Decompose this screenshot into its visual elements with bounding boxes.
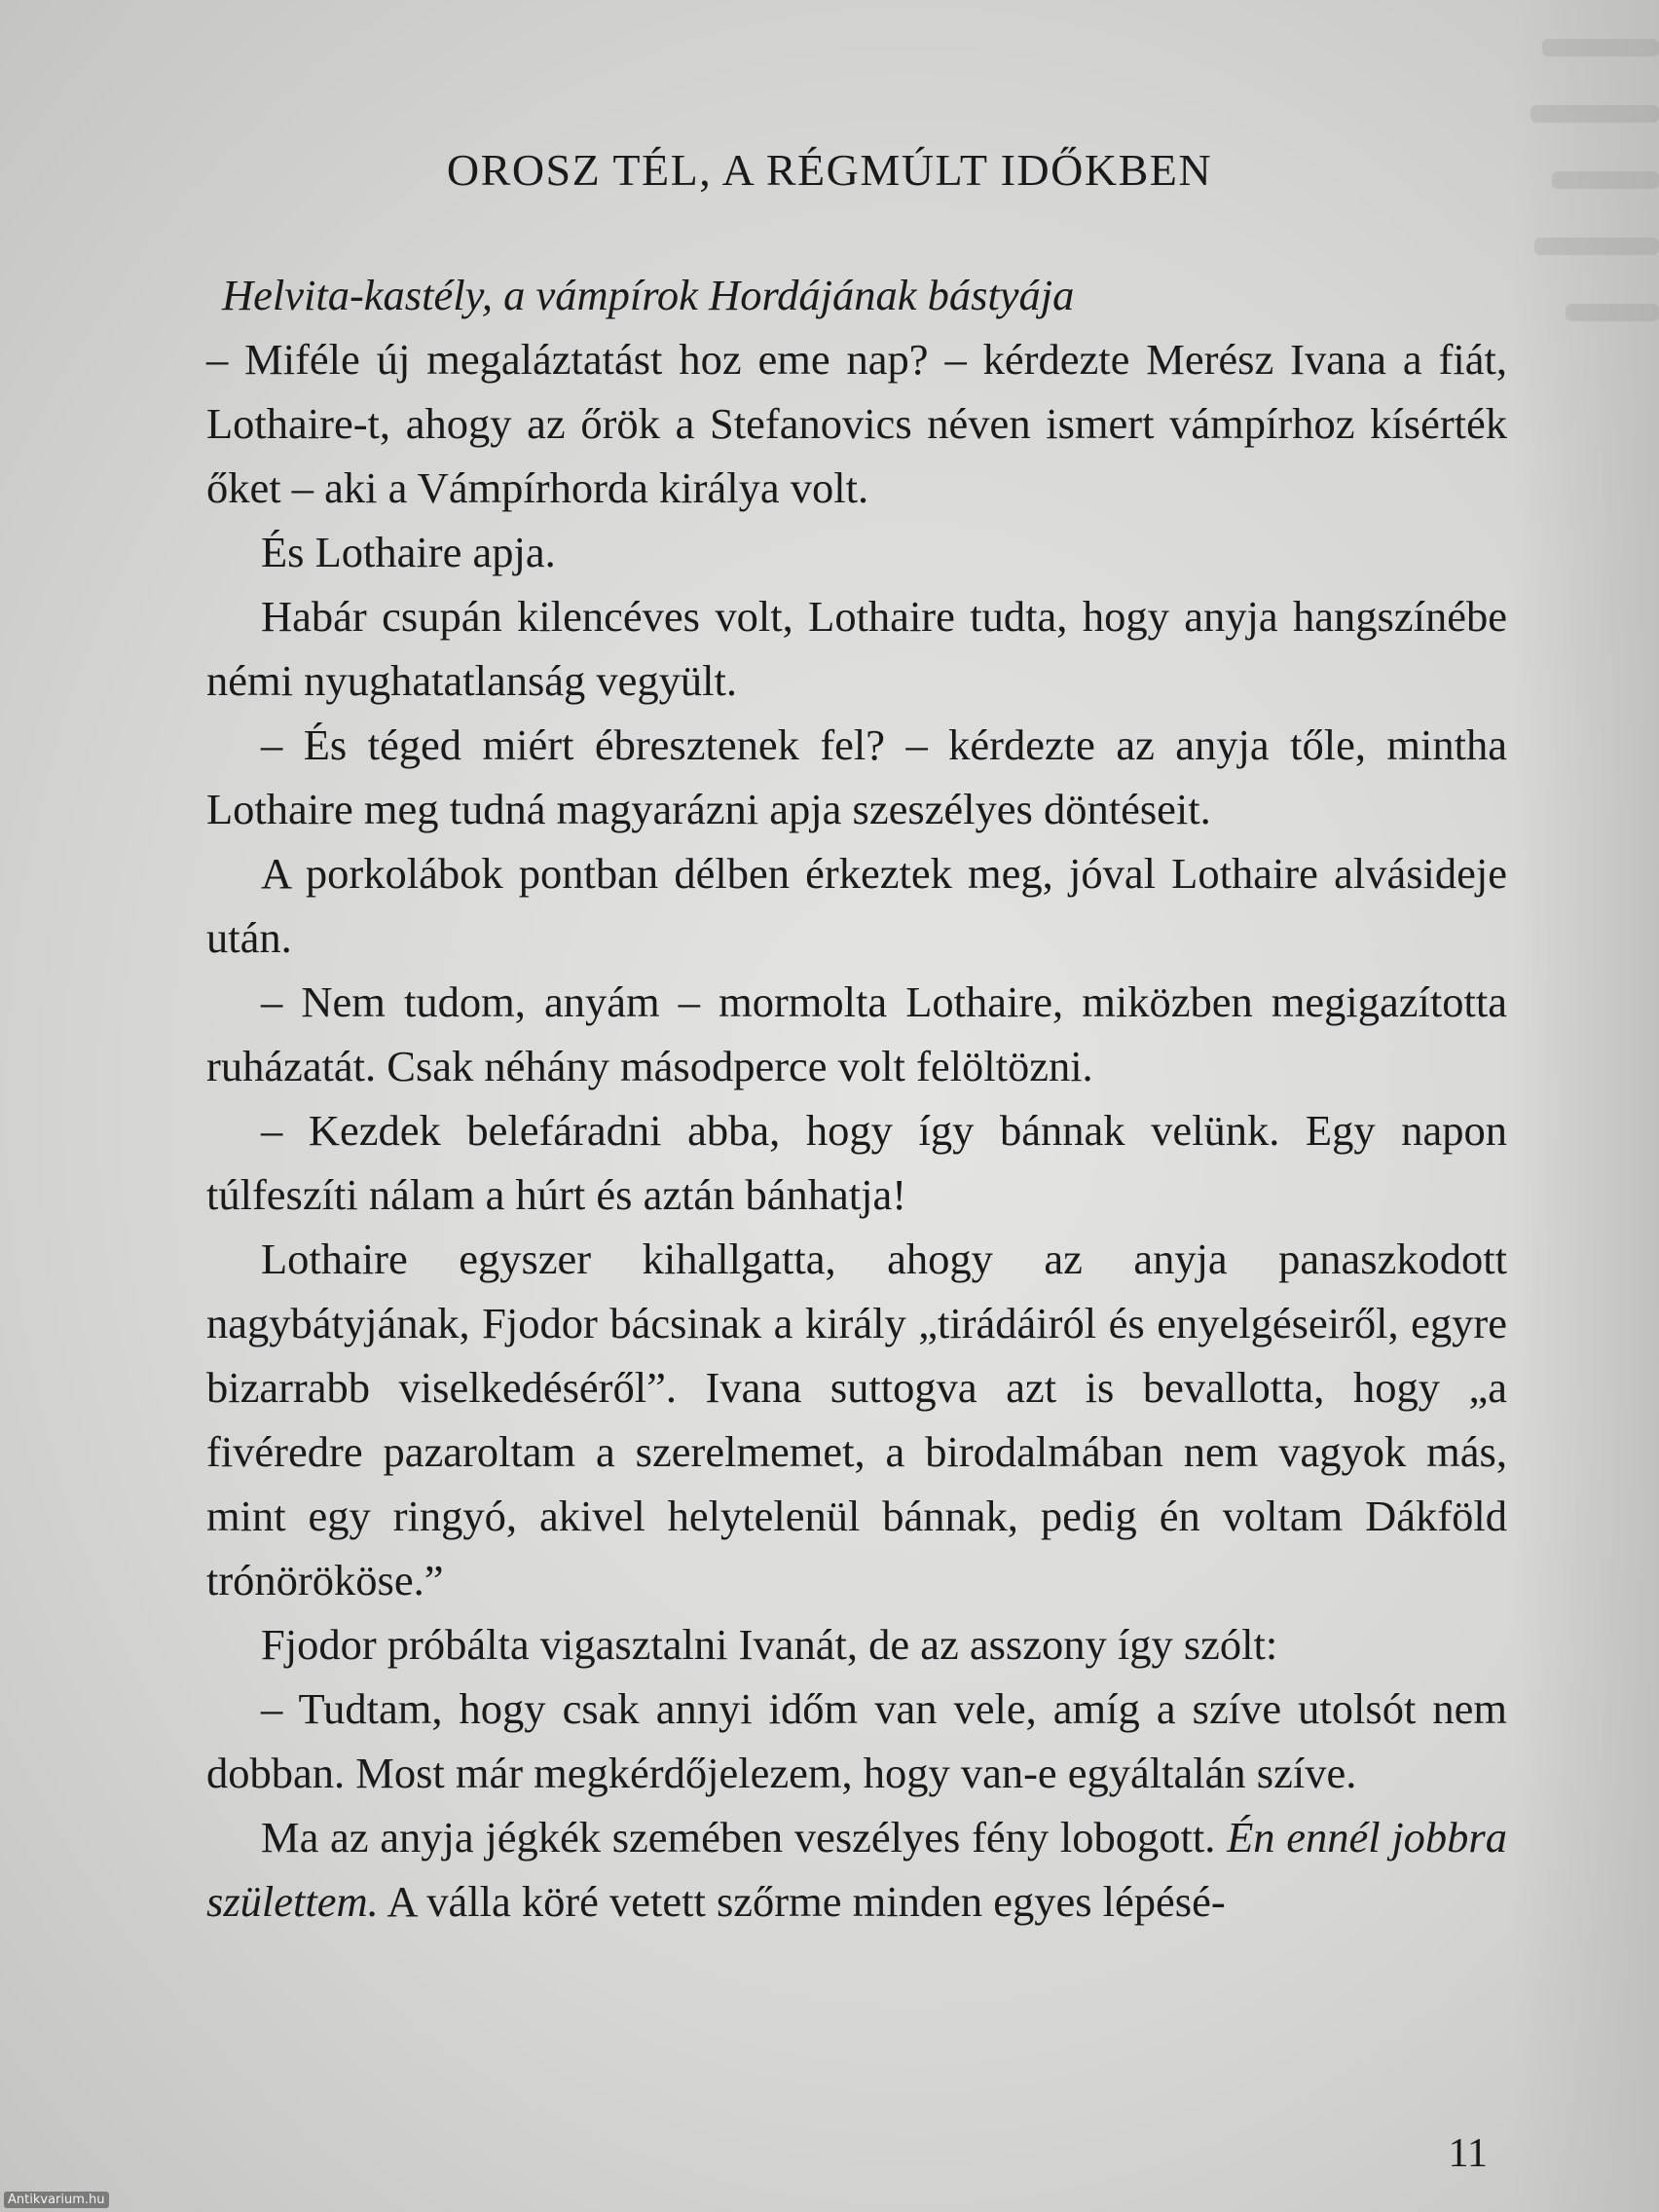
location-heading: Helvita-kastély, a vámpírok Hordájának bástyája <box>222 271 1075 319</box>
paragraph: Fjodor próbálta vigasztalni Ivanát, de az asszony így szólt: <box>261 1620 1278 1669</box>
paragraph: – És téged miért ébresztenek fel? – kérdezte az anyja tőle, mintha Lothaire meg tudná magyarázni apja szeszélyes döntéseit. <box>206 720 1507 833</box>
paragraph: Habár csupán kilencéves volt, Lothaire tudta, hogy anyja hangszínébe némi nyughatatlanság vegyült. <box>206 592 1507 705</box>
page-body <box>206 263 1507 1934</box>
paragraph: – Nem tudom, anyám – mormolta Lothaire, miközben megigazította ruházatát. Csak néhány másodperce volt felöltözni. <box>206 977 1507 1090</box>
paragraph-last <box>206 1805 1507 1934</box>
facing-page-bleed <box>1513 0 1659 2212</box>
italic-thought: Én ennél jobbra születtem. <box>206 1813 1508 1926</box>
bleed-line <box>1566 304 1659 321</box>
paragraph: A porkolábok pontban délben érkeztek meg, jóval Lothaire alvásideje után. <box>206 849 1507 962</box>
bleed-line <box>1534 238 1659 255</box>
bleed-line <box>1530 105 1659 123</box>
text-run: Ma az anyja jégkék szemében veszélyes fény lobogott. <box>261 1813 1228 1862</box>
paragraph: – Tudtam, hogy csak annyi időm van vele, amíg a szíve utolsót nem dobban. Most már megkérdőjelezem, hogy van-e egyáltalán szíve. <box>206 1684 1507 1797</box>
watermark: Antikvarium.hu <box>4 2192 109 2208</box>
paragraph: Lothaire egyszer kihallgatta, ahogy az anyja panaszkodott nagybátyjának, Fjodor bácsinak a király „tirádáiról és enyelgéseiről, egyre bizarrabb viselkedéséről”. Ivana suttogva azt is bevallotta, hogy „a fivéredre pazaroltam a szerelmemet, a birodalmában nem vagyok más, mint egy ringyó, akivel helytelenül bánnak, pedig én voltam Dákföld trónörököse.” <box>206 1235 1507 1604</box>
chapter-title: OROSZ TÉL, A RÉGMÚLT IDŐKBEN <box>446 145 1213 195</box>
paragraph: – Kezdek belefáradni abba, hogy így bánnak velünk. Egy napon túlfeszíti nálam a húrt és aztán bánhatja! <box>206 1106 1507 1219</box>
paragraph: És Lothaire apja. <box>261 528 556 576</box>
page-number: 11 <box>1448 2131 1488 2176</box>
bleed-line <box>1542 39 1659 56</box>
text-run: A válla köré vetett szőrme minden egyes lépésé- <box>378 1877 1226 1926</box>
paragraph: – Miféle új megaláztatást hoz eme nap? – kérdezte Merész Ivana a fiát, Lothaire-t, ahogy az őrök a Stefanovics néven ismert vámpírhoz kísérték őket – aki a Vámpírhorda királya volt. <box>206 335 1507 512</box>
